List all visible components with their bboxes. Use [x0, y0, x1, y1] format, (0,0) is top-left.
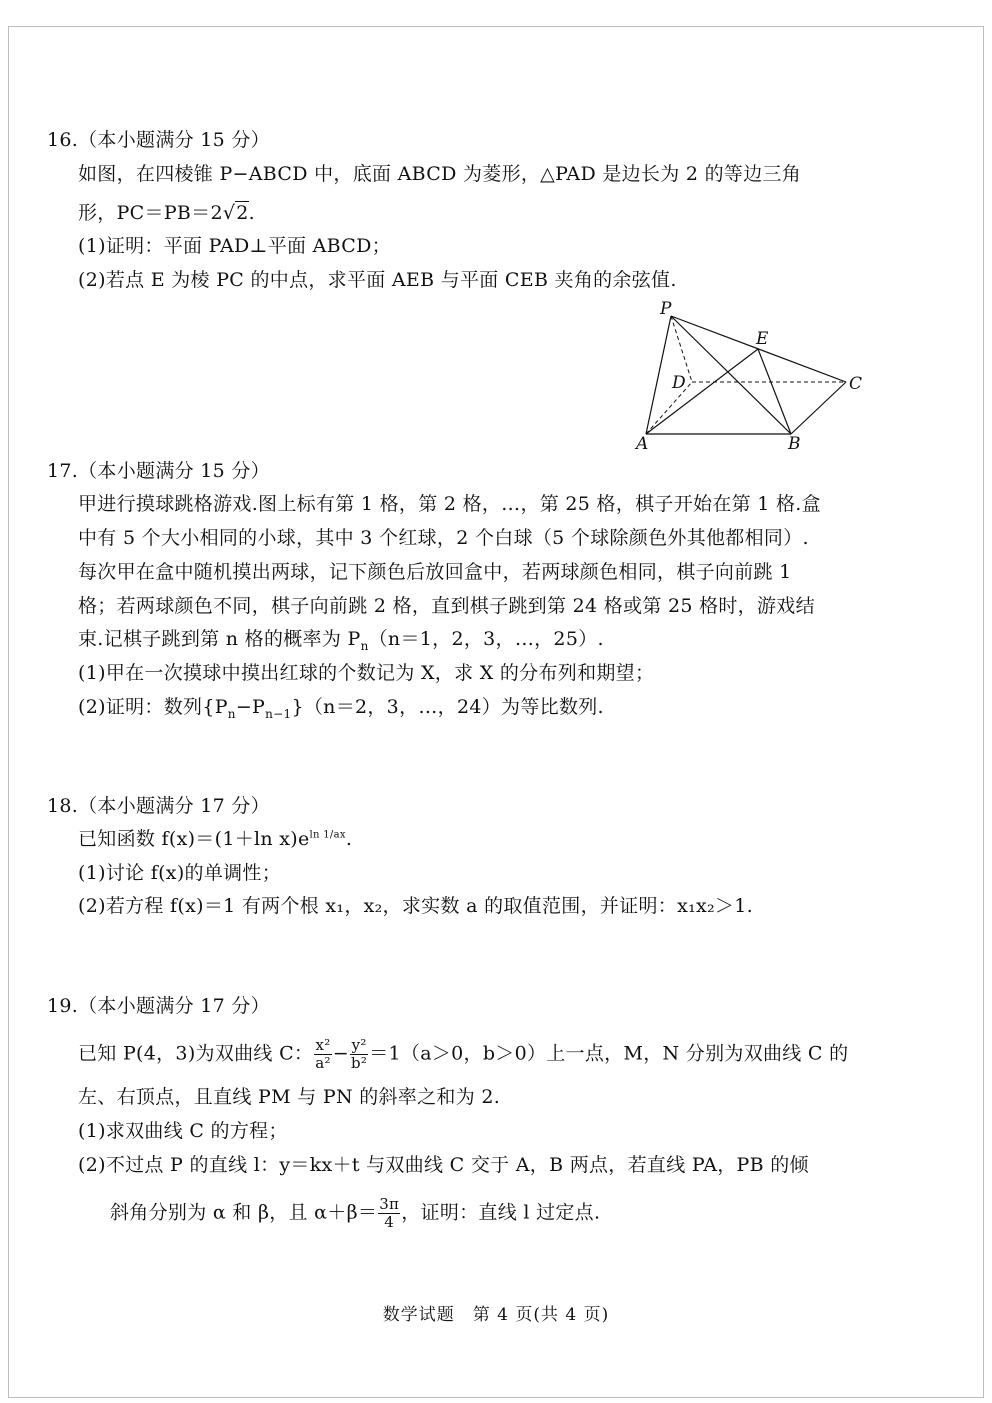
q19-fraction-x — [314, 1037, 332, 1072]
q16-stem-line2-end: . — [248, 202, 256, 224]
label-C: C — [849, 374, 863, 394]
q19-minus: − — [332, 1042, 349, 1065]
q18-heading: 18.（本小题满分 17 分） — [47, 795, 270, 817]
q18-stem — [78, 827, 352, 851]
edge-AE — [646, 349, 758, 434]
sqrt-symbol: √ — [222, 202, 236, 224]
q18-part2: (2)若方程 f(x)＝1 有两个根 x₁，x₂，求实数 a 的取值范围，并证明：x₁x₂＞1. — [78, 895, 753, 917]
edge-PA — [646, 316, 671, 434]
q17-part2-sub1: n — [227, 706, 236, 721]
label-D: D — [672, 373, 686, 393]
q17-line5 — [78, 627, 604, 651]
q19-frac-y-num: y² — [351, 1036, 367, 1054]
q17-line1: 甲进行摸球跳格游戏.图上标有第 1 格，第 2 格，…，第 25 格，棋子开始在第 1 格.盒 — [78, 493, 821, 515]
q19-stem-end: ＝1（a＞0，b＞0）上一点，M，N 分别为双曲线 C 的 — [369, 1042, 849, 1065]
q18-exponent: ln 1/ax — [309, 829, 346, 841]
q16-sqrt-radicand: 2 — [236, 202, 249, 224]
q16-stem-line2-text: 形，PC＝PB＝2 — [78, 202, 223, 224]
q17-heading: 17.（本小题满分 15 分） — [47, 460, 270, 482]
q19-part2-line2 — [110, 1196, 600, 1231]
q17-line5-text: 束.记棋子跳到第 n 格的概率为 P — [78, 628, 361, 650]
q18-stem-end: . — [345, 828, 353, 850]
edge-PB — [671, 316, 791, 434]
q17-part2-end: }（n＝2，3，…，24）为等比数列. — [291, 696, 604, 718]
q16-part2: (2)若点 E 为棱 PC 的中点，求平面 AEB 与平面 CEB 夹角的余弦值. — [78, 269, 677, 291]
q17-line5-sub: n — [360, 638, 369, 653]
q17-part1: (1)甲在一次摸球中摸出红球的个数记为 X，求 X 的分布列和期望； — [78, 662, 655, 684]
q17-line3: 每次甲在盒中随机摸出两球，记下颜色后放回盒中，若两球颜色相同，棋子向前跳 1 — [78, 561, 792, 583]
q19-fraction-y — [350, 1037, 368, 1072]
label-E: E — [756, 329, 769, 349]
q19-part2b-end: ，证明：直线 l 过定点. — [401, 1201, 601, 1224]
q19-line2: 左、右顶点，且直线 PM 与 PN 的斜率之和为 2. — [78, 1086, 501, 1108]
q17-line2: 中有 5 个大小相同的小球，其中 3 个红球，2 个白球（5 个球除颜色外其他都相同）. — [78, 527, 809, 549]
pyramid-figure — [628, 298, 868, 454]
q19-part1: (1)求双曲线 C 的方程； — [78, 1120, 288, 1142]
q17-part2-mid: −P — [235, 696, 266, 718]
edge-EB — [758, 349, 791, 434]
q19-part2: (2)不过点 P 的直线 l：y＝kx＋t 与双曲线 C 交于 A，B 两点，若直线 PA，PB 的倾 — [78, 1154, 809, 1176]
q18-part1: (1)讨论 f(x)的单调性； — [78, 862, 282, 884]
q16-heading: 16.（本小题满分 15 分） — [47, 129, 270, 151]
q17-part2-sub2: n−1 — [265, 706, 292, 721]
q19-stem-text: 已知 P(4，3)为双曲线 C： — [78, 1042, 314, 1065]
label-P: P — [660, 299, 672, 319]
q17-part2 — [78, 695, 604, 719]
q16-part1: (1)证明：平面 PAD⊥平面 ABCD； — [78, 235, 391, 257]
page-footer: 数学试题 第 4 页(共 4 页) — [382, 1305, 610, 1325]
q19-stem — [78, 1037, 848, 1072]
q17-part2-text: (2)证明：数列{P — [78, 696, 228, 718]
q19-heading: 19.（本小题满分 17 分） — [47, 995, 270, 1017]
q19-frac3-num: 3π — [379, 1195, 400, 1213]
q16-stem-line1: 如图，在四棱锥 P−ABCD 中，底面 ABCD 为菱形，△PAD 是边长为 2 的等边三角 — [78, 163, 802, 185]
q17-line4: 格；若两球颜色不同，棋子向前跳 2 格，直到棋子跳到第 24 格或第 25 格时，游戏结 — [78, 595, 815, 617]
q19-fraction-3pi-4 — [378, 1196, 400, 1231]
q19-frac3-den: 4 — [384, 1213, 395, 1231]
q19-frac-x-den: a² — [315, 1054, 331, 1072]
q18-stem-text: 已知函数 f(x)＝(1＋ln x)e — [78, 828, 310, 850]
q19-frac-y-den: b² — [351, 1054, 368, 1072]
q19-part2b-text: 斜角分别为 α 和 β，且 α＋β＝ — [110, 1201, 378, 1224]
q17-line5-end: （n＝1，2，3，…，25）. — [368, 628, 604, 650]
edge-BC — [791, 382, 846, 434]
label-A: A — [636, 434, 649, 454]
q19-frac-x-num: x² — [315, 1036, 331, 1054]
q16-stem-line2 — [78, 201, 255, 225]
label-B: B — [788, 434, 801, 454]
